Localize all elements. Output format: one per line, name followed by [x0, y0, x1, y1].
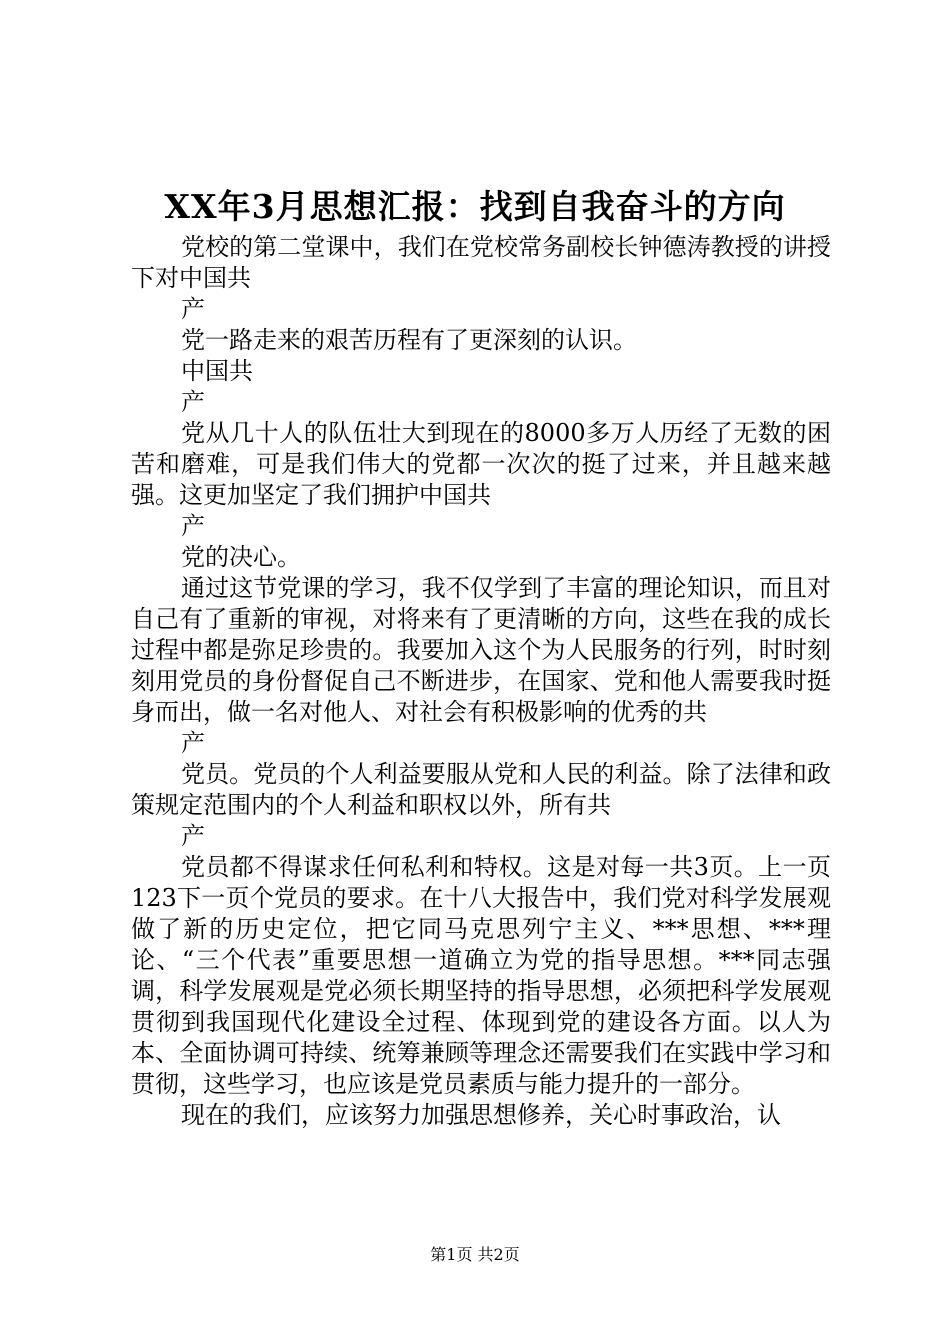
document-body [131, 232, 831, 1131]
paragraph-6: 党从几十人的队伍壮大到现在的8000多万人历经了无数的困苦和磨难，可是我们伟大的党都一次次的挺了过来，并且越来越强。这更加坚定了我们拥护中国共 [131, 419, 831, 509]
paragraph-1: 党校的第二堂课中，我们在党校常务副校长钟德涛教授的讲授下对中国共 [131, 233, 831, 292]
paragraph-10: 产 [181, 729, 205, 757]
paragraph-14: 现在的我们，应该努力加强思想修养，关心时事政治，认 [181, 1101, 781, 1129]
paragraph-5: 产 [181, 388, 205, 416]
paragraph-2: 产 [181, 295, 205, 323]
paragraph-13: 党员都不得谋求任何私利和特权。这是对每一共3页。上一页123下一页个党员的要求。在十八大报告中，我们党对科学发展观做了新的历史定位，把它同马克思列宁主义、***思想、***理论、“三个代表”重要思想一道确立为党的指导思想。***同志强调，科学发展观是党必须长期坚持的指导思想，必须把科学发展观贯彻到我国现代化建设全过程、体现到党的建设各方面。以人为本、全面协调可持续、统筹兼顾等理念还需要我们在实践中学习和贯彻，这些学习，也应该是党员素质与能力提升的一部分。 [131, 853, 831, 1098]
paragraph-12: 产 [181, 822, 205, 850]
document-title: XX年3月思想汇报：找到自我奋斗的方向 [164, 187, 786, 226]
page-footer: 第1页 共2页 [430, 1245, 520, 1264]
paragraph-11: 党员。党员的个人利益要服从党和人民的利益。除了法律和政策规定范围内的个人利益和职权以外，所有共 [131, 760, 831, 819]
paragraph-8: 党的决心。 [181, 543, 301, 571]
paragraph-9: 通过这节党课的学习，我不仅学到了丰富的理论知识，而且对自己有了重新的审视，对将来有了更清晰的方向，这些在我的成长过程中都是弥足珍贵的。我要加入这个为人民服务的行列，时时刻刻用党员的身份督促自己不断进步，在国家、党和他人需要我时挺身而出，做一名对他人、对社会有积极影响的优秀的共 [131, 574, 831, 726]
paragraph-4: 中国共 [181, 357, 253, 385]
paragraph-3: 党一路走来的艰苦历程有了更深刻的认识。 [181, 326, 637, 354]
paragraph-7: 产 [181, 512, 205, 540]
